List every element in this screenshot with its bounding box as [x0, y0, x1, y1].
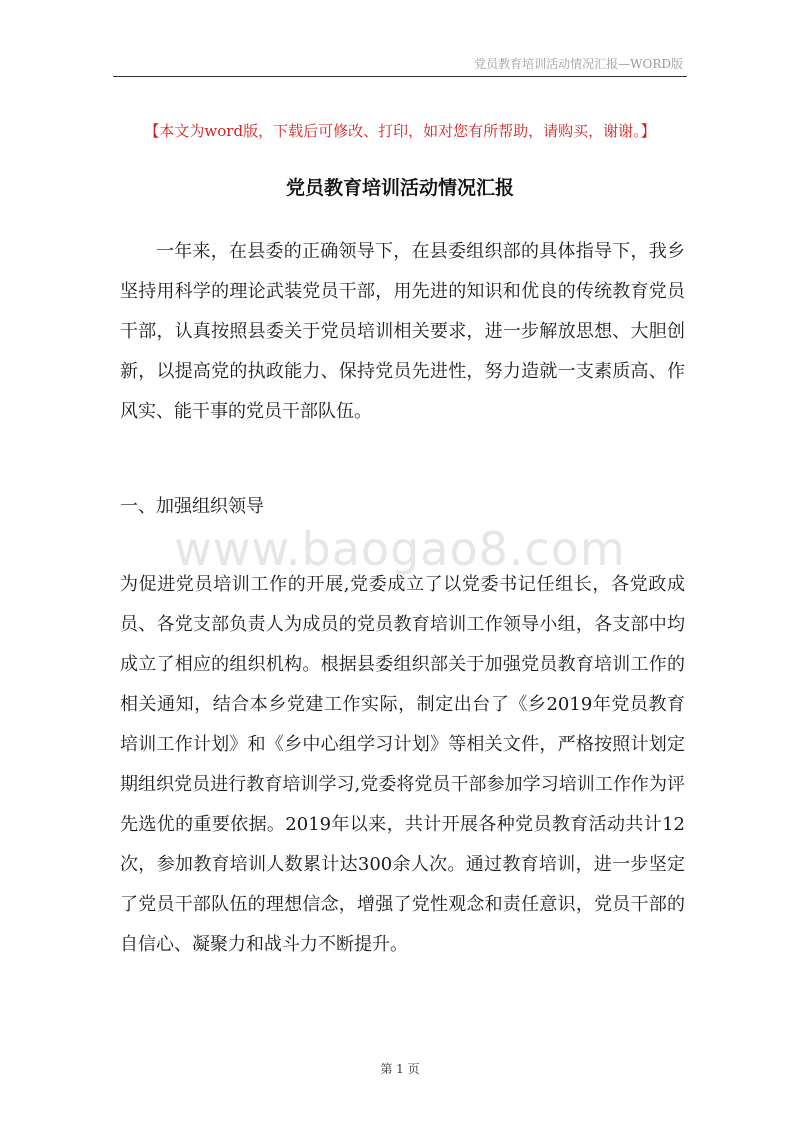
- page-number: 第 1 页: [380, 1062, 420, 1076]
- intro-paragraph: 一年来，在县委的正确领导下，在县委组织部的具体指导下，我乡坚持用科学的理论武装党员干部，用先进的知识和优良的传统教育党员干部，认真按照县委关于党员培训相关要求，进一步解放思想、大胆创新，以提高党的执政能力、保持党员先进性，努力造就一支素质高、作风实、能干事的党员干部队伍。: [120, 241, 685, 422]
- download-notice: 【本文为word版，下载后可修改、打印，如对您有所帮助，请购买，谢谢。】: [144, 122, 656, 140]
- header-divider: [113, 76, 687, 77]
- watermark: www.baogao8.com: [174, 522, 626, 576]
- document-title: 党员教育培训活动情况汇报: [285, 177, 514, 199]
- section-body-paragraph: 为促进党员培训工作的开展,党委成立了以党委书记任组长，各党政成员、各党支部负责人为成员的党员教育培训工作领导小组，各支部中均成立了相应的组织机构。根据县委组织部关于加强党员教育培训工作的相关通知，结合本乡党建工作实际，制定出台了《乡2019年党员教育培训工作计划》和《乡中心组学习计划》等相关文件，严格按照计划定期组织党员进行教育培训学习,党委将党员干部参加学习培训工作作为评先选优的重要依据。2019年以来，共计开展各种党员教育活动共计12次，参加教育培训人数累计达300余人次。通过教育培训，进一步坚定了党员干部队伍的理想信念，增强了党性观念和责任意识，党员干部的自信心、凝聚力和战斗力不断提升。: [120, 574, 685, 955]
- running-header: 党员教育培训活动情况汇报—WORD版: [474, 57, 683, 71]
- section-heading: 一、加强组织领导: [120, 496, 264, 517]
